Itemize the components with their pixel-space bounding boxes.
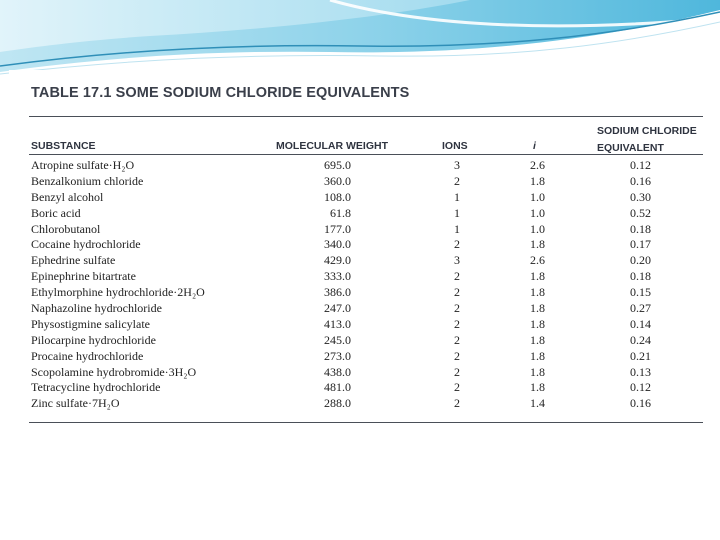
cell-ions: 2	[454, 237, 460, 252]
cell-molecular-weight: 61.8	[330, 205, 351, 220]
table-row	[9, 285, 716, 301]
cell-nacl-equivalent: 0.24	[630, 332, 651, 347]
cell-substance: Tetracycline hydrochloride	[31, 380, 161, 395]
table-row	[9, 206, 716, 222]
table-row	[9, 317, 716, 333]
table-row	[9, 237, 716, 253]
cell-substance: Chlorobutanol	[31, 221, 101, 236]
table-row	[9, 349, 716, 365]
cell-nacl-equivalent: 0.18	[630, 221, 651, 236]
cell-nacl-equivalent: 0.12	[630, 380, 651, 395]
header-molecular-weight: MOLECULAR WEIGHT	[276, 140, 388, 152]
cell-i: 1.0	[530, 189, 545, 204]
cell-i: 1.8	[530, 269, 545, 284]
cell-ions: 3	[454, 253, 460, 268]
cell-nacl-equivalent: 0.16	[630, 173, 651, 188]
cell-substance: Physostigmine salicylate	[31, 316, 150, 331]
cell-i: 1.0	[530, 221, 545, 236]
cell-molecular-weight: 177.0	[324, 221, 351, 236]
cell-nacl-equivalent: 0.52	[630, 205, 651, 220]
cell-substance: Cocaine hydrochloride	[31, 237, 141, 252]
cell-ions: 2	[454, 380, 460, 395]
table-row	[9, 190, 716, 206]
cell-substance: Epinephrine bitartrate	[31, 269, 136, 284]
cell-i: 1.8	[530, 285, 545, 300]
header-substance: SUBSTANCE	[31, 140, 96, 152]
cell-molecular-weight: 413.0	[324, 316, 351, 331]
cell-i: 1.8	[530, 316, 545, 331]
cell-substance: Atropine sulfate·H₂O	[31, 158, 135, 172]
cell-i: 1.8	[530, 380, 545, 395]
cell-i: 1.0	[530, 205, 545, 220]
cell-substance: Ethylmorphine hydrochloride·2H₂O	[31, 285, 205, 300]
cell-ions: 2	[454, 348, 460, 363]
cell-nacl-equivalent: 0.27	[630, 301, 651, 316]
bottom-rule	[29, 422, 703, 423]
header-sodium-chloride-equivalent	[597, 123, 697, 157]
cell-substance: Benzyl alcohol	[31, 189, 104, 204]
cell-ions: 1	[454, 205, 460, 220]
cell-molecular-weight: 438.0	[324, 364, 351, 379]
cell-ions: 1	[454, 221, 460, 236]
table-row	[9, 396, 716, 412]
cell-ions: 2	[454, 269, 460, 284]
cell-molecular-weight: 386.0	[324, 285, 351, 300]
table-row	[9, 365, 716, 381]
table-row	[9, 222, 716, 238]
cell-nacl-equivalent: 0.16	[630, 396, 651, 411]
cell-nacl-equivalent: 0.17	[630, 237, 651, 252]
cell-ions: 2	[454, 173, 460, 188]
cell-i: 1.8	[530, 301, 545, 316]
cell-molecular-weight: 340.0	[324, 237, 351, 252]
cell-i: 1.8	[530, 348, 545, 363]
cell-i: 2.6	[530, 158, 545, 172]
cell-i: 1.8	[530, 173, 545, 188]
cell-nacl-equivalent: 0.21	[630, 348, 651, 363]
table-row	[9, 333, 716, 349]
cell-i: 1.4	[530, 396, 545, 411]
header-ions: IONS	[442, 140, 468, 152]
table-row	[9, 380, 716, 396]
cell-molecular-weight: 247.0	[324, 301, 351, 316]
table-body	[9, 158, 716, 412]
cell-ions: 1	[454, 189, 460, 204]
cell-i: 1.8	[530, 332, 545, 347]
table-row	[9, 269, 716, 285]
cell-ions: 2	[454, 364, 460, 379]
table-row	[9, 301, 716, 317]
table-row	[9, 253, 716, 269]
header-i: i	[533, 140, 536, 152]
cell-molecular-weight: 429.0	[324, 253, 351, 268]
cell-substance: Boric acid	[31, 205, 81, 220]
table-image	[9, 70, 716, 425]
cell-i: 1.8	[530, 237, 545, 252]
cell-substance: Procaine hydrochloride	[31, 348, 144, 363]
cell-molecular-weight: 273.0	[324, 348, 351, 363]
cell-ions: 3	[454, 158, 460, 172]
cell-molecular-weight: 360.0	[324, 173, 351, 188]
cell-substance: Naphazoline hydrochloride	[31, 301, 162, 316]
cell-ions: 2	[454, 396, 460, 411]
header-nacl-line2: EQUIVALENT	[597, 142, 664, 154]
cell-nacl-equivalent: 0.20	[630, 253, 651, 268]
cell-ions: 2	[454, 285, 460, 300]
cell-molecular-weight: 108.0	[324, 189, 351, 204]
cell-molecular-weight: 333.0	[324, 269, 351, 284]
cell-molecular-weight: 288.0	[324, 396, 351, 411]
cell-nacl-equivalent: 0.15	[630, 285, 651, 300]
table-title: TABLE 17.1 SOME SODIUM CHLORIDE EQUIVALENTS	[31, 85, 410, 101]
cell-substance: Pilocarpine hydrochloride	[31, 332, 156, 347]
cell-nacl-equivalent: 0.14	[630, 316, 651, 331]
cell-substance: Benzalkonium chloride	[31, 173, 144, 188]
cell-substance: Ephedrine sulfate	[31, 253, 116, 268]
header-nacl-line1: SODIUM CHLORIDE	[597, 125, 697, 137]
cell-i: 2.6	[530, 253, 545, 268]
header-rule	[29, 154, 703, 155]
cell-nacl-equivalent: 0.12	[630, 158, 651, 172]
top-rule	[29, 116, 703, 117]
cell-i: 1.8	[530, 364, 545, 379]
cell-ions: 2	[454, 301, 460, 316]
cell-nacl-equivalent: 0.13	[630, 364, 651, 379]
cell-ions: 2	[454, 332, 460, 347]
cell-nacl-equivalent: 0.30	[630, 189, 651, 204]
cell-ions: 2	[454, 316, 460, 331]
cell-molecular-weight: 245.0	[324, 332, 351, 347]
cell-nacl-equivalent: 0.18	[630, 269, 651, 284]
cell-molecular-weight: 695.0	[324, 158, 351, 172]
table-row	[9, 158, 716, 174]
cell-substance: Zinc sulfate·7H₂O	[31, 396, 120, 411]
cell-molecular-weight: 481.0	[324, 380, 351, 395]
table-row	[9, 174, 716, 190]
cell-substance: Scopolamine hydrobromide·3H₂O	[31, 364, 197, 379]
